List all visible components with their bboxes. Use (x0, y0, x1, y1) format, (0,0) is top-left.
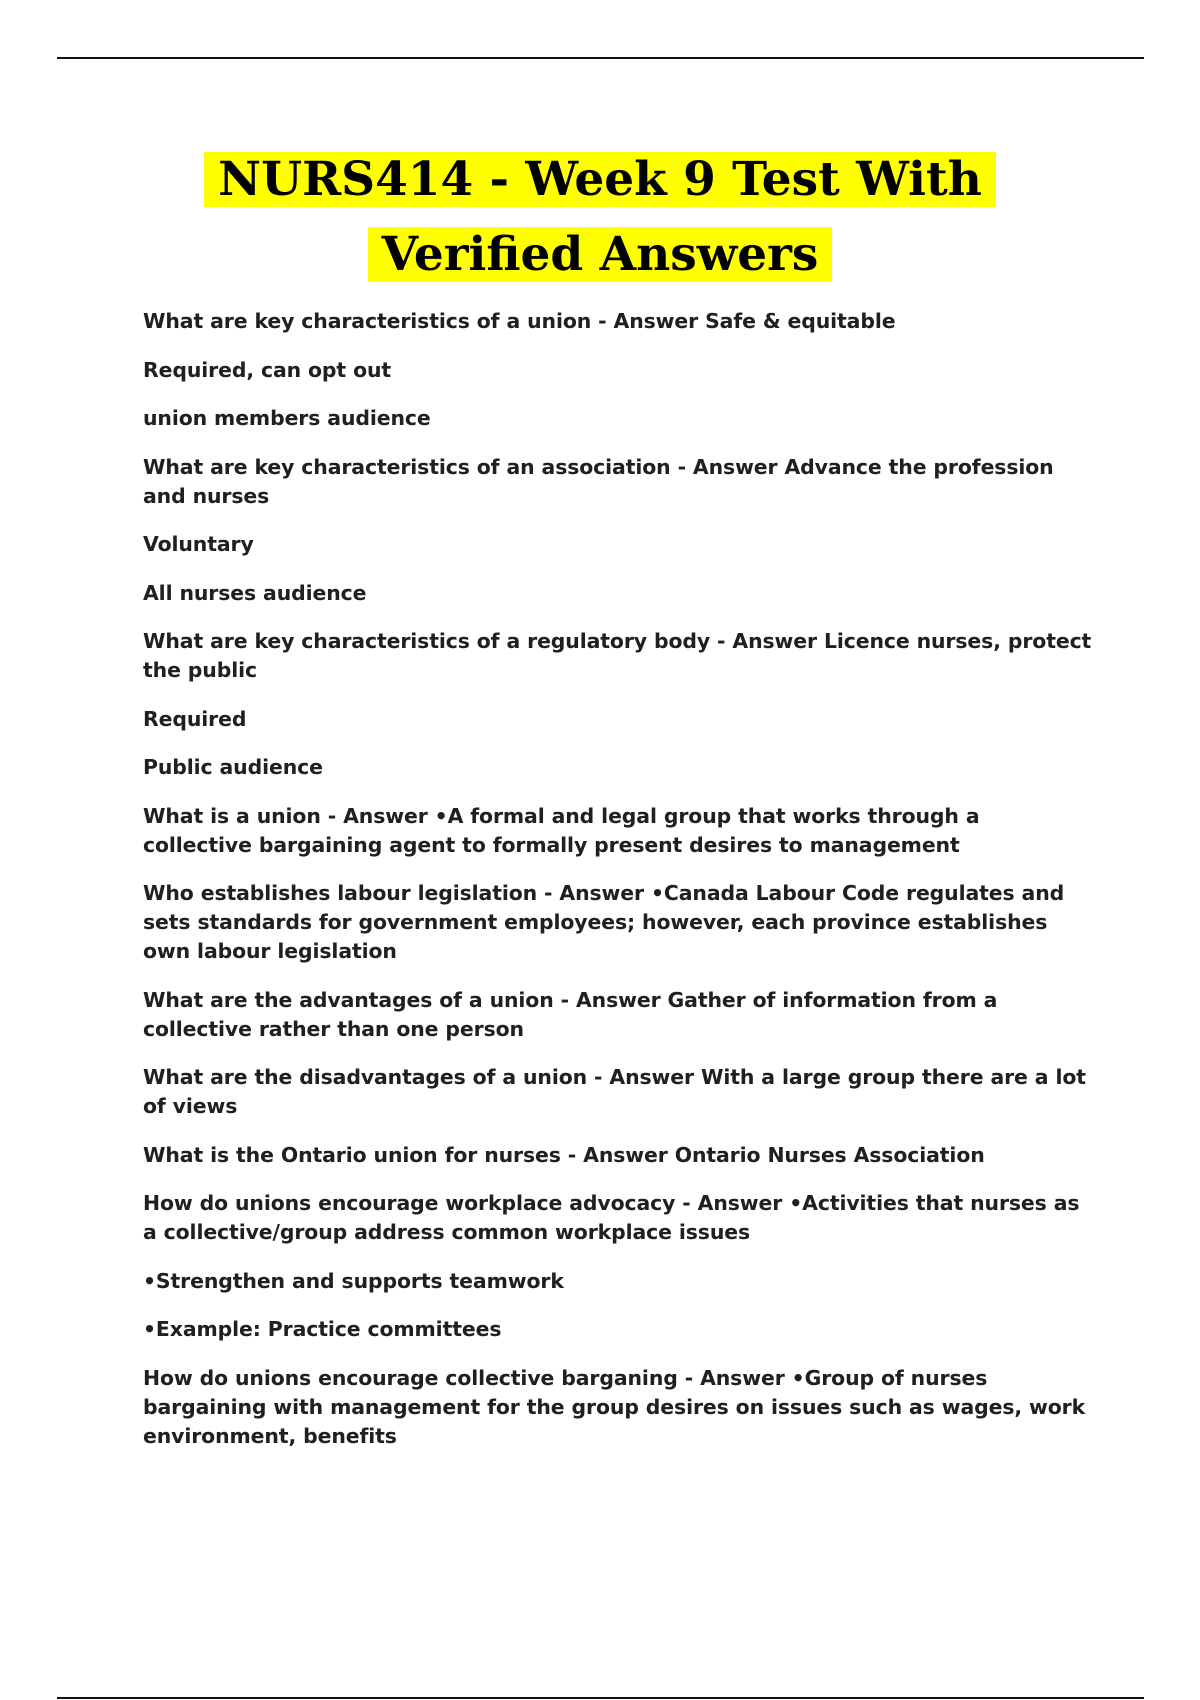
paragraph: What are key characteristics of a union - Answer Safe & equitable (143, 309, 896, 333)
paragraph: Public audience (143, 755, 323, 779)
paragraph: Voluntary (143, 532, 254, 556)
title-line-2 (0, 217, 1200, 292)
paragraph: What is the Ontario union for nurses - Answer Ontario Nurses Association (143, 1142, 985, 1167)
paragraph: What are the advantages of a union - Answer Gather of information from a collective rather than one person (143, 987, 998, 1041)
paragraph: union members audience (143, 406, 431, 430)
paragraph: •Example: Practice committees (143, 1317, 502, 1341)
paragraph: How do unions encourage workplace advocacy - Answer •Activities that nurses as a collective/group address common workplace issues (143, 1191, 1080, 1244)
paragraph: How do unions encourage collective barganing - Answer •Group of nurses bargaining with management for the group desires on issues such as wages, work environment, benefits (143, 1365, 1086, 1448)
paragraph: Who establishes labour legislation - Answer •Canada Labour Code regulates and sets standards for government employees; however, each province establishes own labour legislation (143, 881, 1065, 963)
document-body (143, 307, 1093, 1470)
paragraph: What are the disadvantages of a union - Answer With a large group there are a lot of views (143, 1065, 1086, 1118)
paragraph: What are key characteristics of a regulatory body - Answer Licence nurses, protect the public (143, 629, 1092, 682)
title-highlight-2: Verified Answers (368, 227, 833, 282)
paragraph: What is a union - Answer •A formal and legal group that works through a collective bargaining agent to formally present desires to management (143, 803, 980, 857)
top-rule (57, 57, 1144, 59)
paragraph: Required, can opt out (143, 357, 392, 382)
paragraph: Required (143, 706, 247, 731)
paragraph: All nurses audience (143, 580, 367, 605)
paragraph: •Strengthen and supports teamwork (143, 1268, 564, 1293)
paragraph: What are key characteristics of an association - Answer Advance the profession and nurses (143, 454, 1054, 508)
document-title (0, 142, 1200, 292)
bottom-rule (57, 1697, 1144, 1699)
title-highlight-1: NURS414 - Week 9 Test With (204, 152, 996, 207)
title-line-1 (0, 142, 1200, 217)
